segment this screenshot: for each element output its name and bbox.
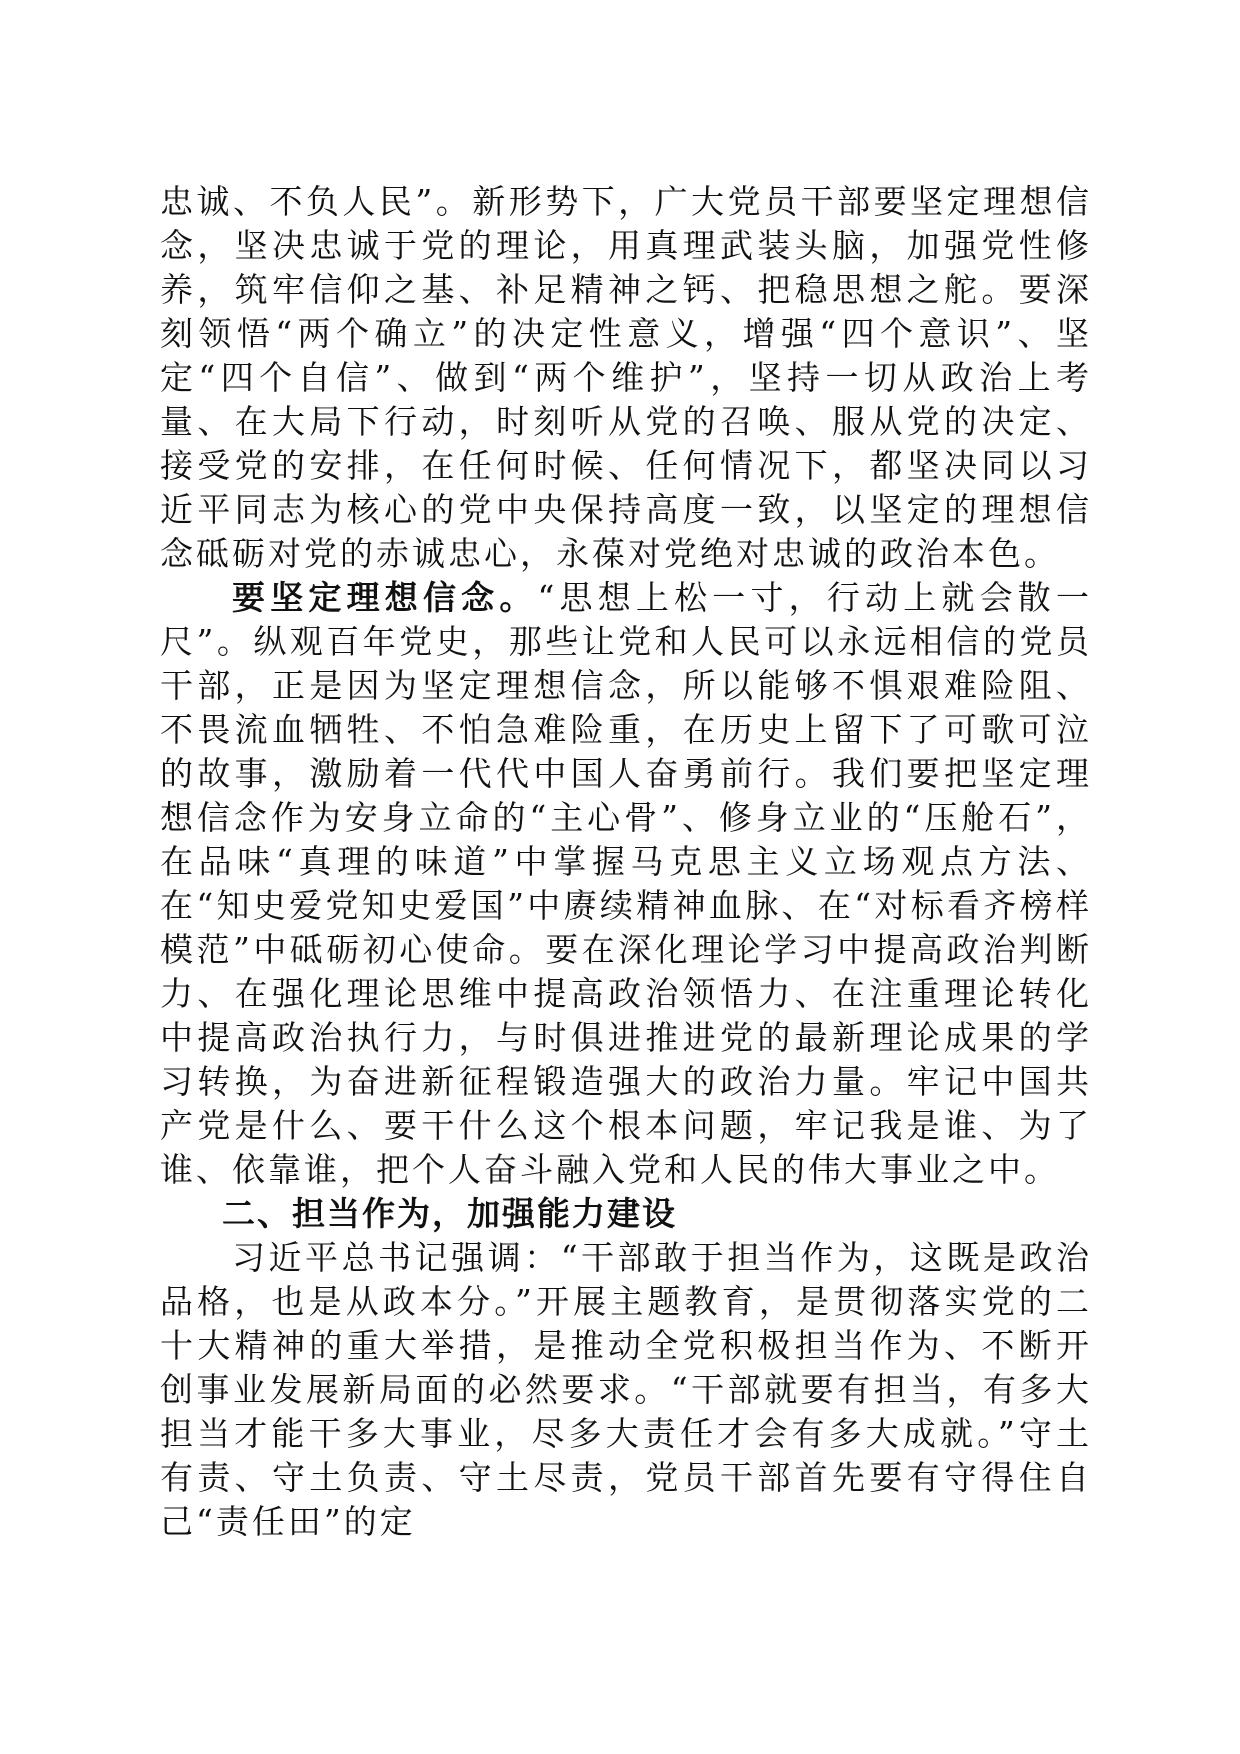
- document-body: [160, 180, 1092, 1544]
- paragraph-lead-bold: 要坚定理想信念。: [232, 578, 538, 617]
- paragraph-responsibility: 习近平总书记强调：“干部敢于担当作为，这既是政治品格，也是从政本分。”开展主题教育，是贯彻落实党的二十大精神的重大举措，是推动全党积极担当作为、不断开创事业发展新局面的必然要求。“干部就要有担当，有多大担当才能干多大事业，尽多大责任才会有多大成就。”守土有责、守土负责、守土尽责，党员干部首先要有守得住自己“责任田”的定: [160, 1238, 1092, 1541]
- paragraph-continued: 忠诚、不负人民”。新形势下，广大党员干部要坚定理想信念，坚决忠诚于党的理论，用真理武装头脑，加强党性修养，筑牢信仰之基、补足精神之钙、把稳思想之舵。要深刻领悟“两个确立”的决定性意义，增强“四个意识”、坚定“四个自信”、做到“两个维护”，坚持一切从政治上考量、在大局下行动，时刻听从党的召唤、服从党的决定、接受党的安排，在任何时候、任何情况下，都坚决同以习近平同志为核心的党中央保持高度一致，以坚定的理想信念砥砺对党的赤诚忠心，永葆对党绝对忠诚的政治本色。: [160, 182, 1092, 573]
- section-heading: 二、担当作为，加强能力建设: [222, 1194, 677, 1233]
- paragraph-body: “思想上松一寸，行动上就会散一尺”。纵观百年党史，那些让党和人民可以永远相信的党员干部，正是因为坚定理想信念，所以能够不惧艰难险阻、不畏流血牺牲、不怕急难险重，在历史上留下了可歌可泣的故事，激励着一代代中国人奋勇前行。我们要把坚定理想信念作为安身立命的“主心骨”、修身立业的“压舱石”，在品味“真理的味道”中掌握马克思主义立场观点方法、在“知史爱党知史爱国”中赓续精神血脉、在“对标看齐榜样模范”中砥砺初心使命。要在深化理论学习中提高政治判断力、在强化理论思维中提高政治领悟力、在注重理论转化中提高政治执行力，与时俱进推进党的最新理论成果的学习转换，为奋进新征程锻造强大的政治力量。牢记中国共产党是什么、要干什么这个根本问题，牢记我是谁、为了谁、依靠谁，把个人奋斗融入党和人民的伟大事业之中。: [160, 578, 1092, 1189]
- paragraph-ideals: [160, 576, 1092, 1192]
